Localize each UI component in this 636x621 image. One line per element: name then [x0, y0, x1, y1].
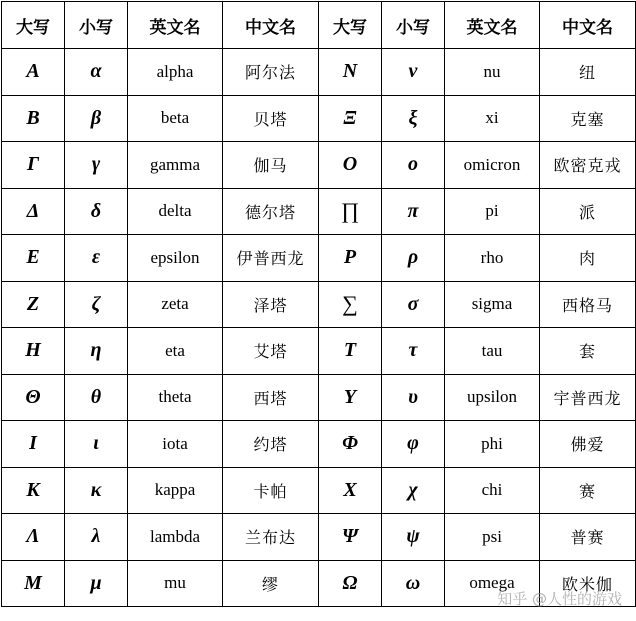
cell-upper: Ν: [319, 49, 382, 96]
header-english: 英文名: [445, 2, 540, 49]
cell-lower: ρ: [382, 235, 445, 282]
cell-lower: ν: [382, 49, 445, 96]
cell-english: phi: [445, 421, 540, 468]
cell-lower: β: [65, 95, 128, 142]
cell-lower: μ: [65, 560, 128, 607]
cell-chinese: 欧密克戎: [540, 142, 636, 189]
table-row: [2, 328, 636, 375]
greek-alphabet-table: [1, 1, 636, 607]
cell-chinese: 宇普西龙: [540, 374, 636, 421]
table-row: [2, 188, 636, 235]
cell-english: nu: [445, 49, 540, 96]
cell-upper: Ω: [319, 560, 382, 607]
cell-lower: κ: [65, 467, 128, 514]
cell-chinese: 西塔: [223, 374, 319, 421]
cell-lower: ω: [382, 560, 445, 607]
cell-chinese: 纽: [540, 49, 636, 96]
header-upper: 大写: [319, 2, 382, 49]
cell-english: theta: [128, 374, 223, 421]
cell-lower: φ: [382, 421, 445, 468]
watermark: 知乎 @人性的游戏: [497, 590, 622, 608]
cell-english: rho: [445, 235, 540, 282]
cell-chinese: 兰布达: [223, 514, 319, 561]
cell-english: chi: [445, 467, 540, 514]
table-row: [2, 374, 636, 421]
cell-upper: Ο: [319, 142, 382, 189]
cell-lower: ι: [65, 421, 128, 468]
cell-english: omega: [445, 560, 540, 607]
table-row: [2, 95, 636, 142]
cell-lower: π: [382, 188, 445, 235]
cell-english: zeta: [128, 281, 223, 328]
header-english: 英文名: [128, 2, 223, 49]
cell-chinese: 欧米伽: [540, 560, 636, 607]
cell-chinese: 肉: [540, 235, 636, 282]
header-chinese: 中文名: [540, 2, 636, 49]
cell-english: tau: [445, 328, 540, 375]
cell-chinese: 泽塔: [223, 281, 319, 328]
header-lower: 小写: [382, 2, 445, 49]
cell-lower: χ: [382, 467, 445, 514]
cell-upper: Τ: [319, 328, 382, 375]
cell-lower: ε: [65, 235, 128, 282]
cell-english: sigma: [445, 281, 540, 328]
cell-lower: η: [65, 328, 128, 375]
table-row: [2, 421, 636, 468]
cell-chinese: 克塞: [540, 95, 636, 142]
table-row: [2, 514, 636, 561]
cell-lower: γ: [65, 142, 128, 189]
cell-chinese: 艾塔: [223, 328, 319, 375]
cell-chinese: 德尔塔: [223, 188, 319, 235]
cell-english: lambda: [128, 514, 223, 561]
cell-upper: Κ: [2, 467, 65, 514]
cell-english: gamma: [128, 142, 223, 189]
cell-upper: ∏: [319, 188, 382, 235]
cell-upper: ∑: [319, 281, 382, 328]
cell-upper: Ψ: [319, 514, 382, 561]
cell-upper: Υ: [319, 374, 382, 421]
cell-upper: Β: [2, 95, 65, 142]
cell-english: omicron: [445, 142, 540, 189]
cell-lower: λ: [65, 514, 128, 561]
table-row: [2, 281, 636, 328]
cell-chinese: 贝塔: [223, 95, 319, 142]
table-row: [2, 235, 636, 282]
cell-lower: τ: [382, 328, 445, 375]
cell-chinese: 西格马: [540, 281, 636, 328]
cell-chinese: 缪: [223, 560, 319, 607]
cell-english: beta: [128, 95, 223, 142]
cell-upper: Μ: [2, 560, 65, 607]
cell-upper: Θ: [2, 374, 65, 421]
cell-lower: δ: [65, 188, 128, 235]
header-row: [2, 2, 636, 49]
cell-lower: θ: [65, 374, 128, 421]
cell-lower: ξ: [382, 95, 445, 142]
cell-upper: Χ: [319, 467, 382, 514]
cell-english: alpha: [128, 49, 223, 96]
cell-upper: Φ: [319, 421, 382, 468]
cell-chinese: 卡帕: [223, 467, 319, 514]
cell-upper: Λ: [2, 514, 65, 561]
cell-upper: Η: [2, 328, 65, 375]
cell-chinese: 伊普西龙: [223, 235, 319, 282]
cell-english: delta: [128, 188, 223, 235]
cell-upper: Δ: [2, 188, 65, 235]
cell-lower: σ: [382, 281, 445, 328]
cell-lower: υ: [382, 374, 445, 421]
cell-chinese: 佛爱: [540, 421, 636, 468]
cell-upper: Ξ: [319, 95, 382, 142]
cell-chinese: 伽马: [223, 142, 319, 189]
cell-lower: ο: [382, 142, 445, 189]
cell-upper: Ζ: [2, 281, 65, 328]
cell-english: iota: [128, 421, 223, 468]
header-chinese: 中文名: [223, 2, 319, 49]
cell-lower: ζ: [65, 281, 128, 328]
cell-upper: Ε: [2, 235, 65, 282]
cell-chinese: 套: [540, 328, 636, 375]
cell-english: mu: [128, 560, 223, 607]
table-row: [2, 142, 636, 189]
header-lower: 小写: [65, 2, 128, 49]
cell-english: xi: [445, 95, 540, 142]
cell-english: psi: [445, 514, 540, 561]
cell-upper: Γ: [2, 142, 65, 189]
cell-chinese: 赛: [540, 467, 636, 514]
cell-upper: Ι: [2, 421, 65, 468]
cell-english: epsilon: [128, 235, 223, 282]
cell-chinese: 普赛: [540, 514, 636, 561]
header-upper: 大写: [2, 2, 65, 49]
cell-english: eta: [128, 328, 223, 375]
cell-lower: ψ: [382, 514, 445, 561]
table-body: [2, 49, 636, 607]
cell-upper: Ρ: [319, 235, 382, 282]
cell-chinese: 约塔: [223, 421, 319, 468]
cell-english: pi: [445, 188, 540, 235]
cell-chinese: 阿尔法: [223, 49, 319, 96]
cell-english: upsilon: [445, 374, 540, 421]
cell-upper: Α: [2, 49, 65, 96]
table-row: [2, 49, 636, 96]
cell-english: kappa: [128, 467, 223, 514]
cell-lower: α: [65, 49, 128, 96]
table-row: [2, 467, 636, 514]
cell-chinese: 派: [540, 188, 636, 235]
